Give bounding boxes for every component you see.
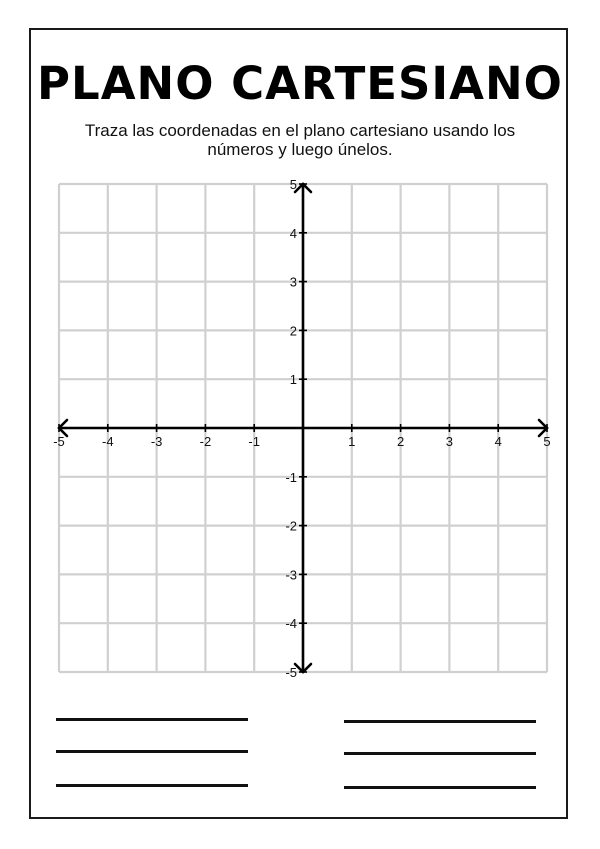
- x-tick-label: 2: [396, 434, 405, 449]
- x-tick-label: -2: [199, 434, 212, 449]
- x-tick-label: -3: [150, 434, 163, 449]
- answer-line: [56, 750, 248, 753]
- x-tick-label: -1: [248, 434, 260, 449]
- y-tick-label: -2: [285, 518, 297, 534]
- y-tick-label: -5: [285, 665, 297, 680]
- x-tick-label: 1: [348, 434, 356, 449]
- y-tick-label: -1: [285, 469, 297, 485]
- worksheet-instructions: Traza las coordenadas en el plano cartesiano usando los números y luego únelos.: [84, 121, 516, 159]
- answer-line: [344, 786, 536, 789]
- y-tick-label: -4: [285, 616, 297, 632]
- answer-line: [344, 720, 536, 723]
- y-tick-label: 5: [289, 177, 297, 192]
- worksheet-title: PLANO CARTESIANO: [37, 57, 563, 110]
- answer-line: [56, 718, 248, 721]
- x-tick-label: 4: [494, 434, 502, 449]
- y-tick-label: 1: [289, 372, 297, 388]
- y-tick-label: -3: [285, 567, 297, 583]
- y-tick-label: 3: [289, 274, 297, 290]
- y-tick-label: 2: [289, 323, 297, 339]
- x-tick-label: 5: [543, 434, 551, 449]
- axes: [59, 184, 547, 672]
- x-tick-label: -5: [53, 434, 65, 449]
- x-tick-label: 3: [445, 434, 454, 449]
- y-tick-label: 4: [289, 225, 297, 241]
- answer-line: [344, 752, 536, 755]
- x-tick-label: -4: [102, 434, 114, 449]
- answer-line: [56, 784, 248, 787]
